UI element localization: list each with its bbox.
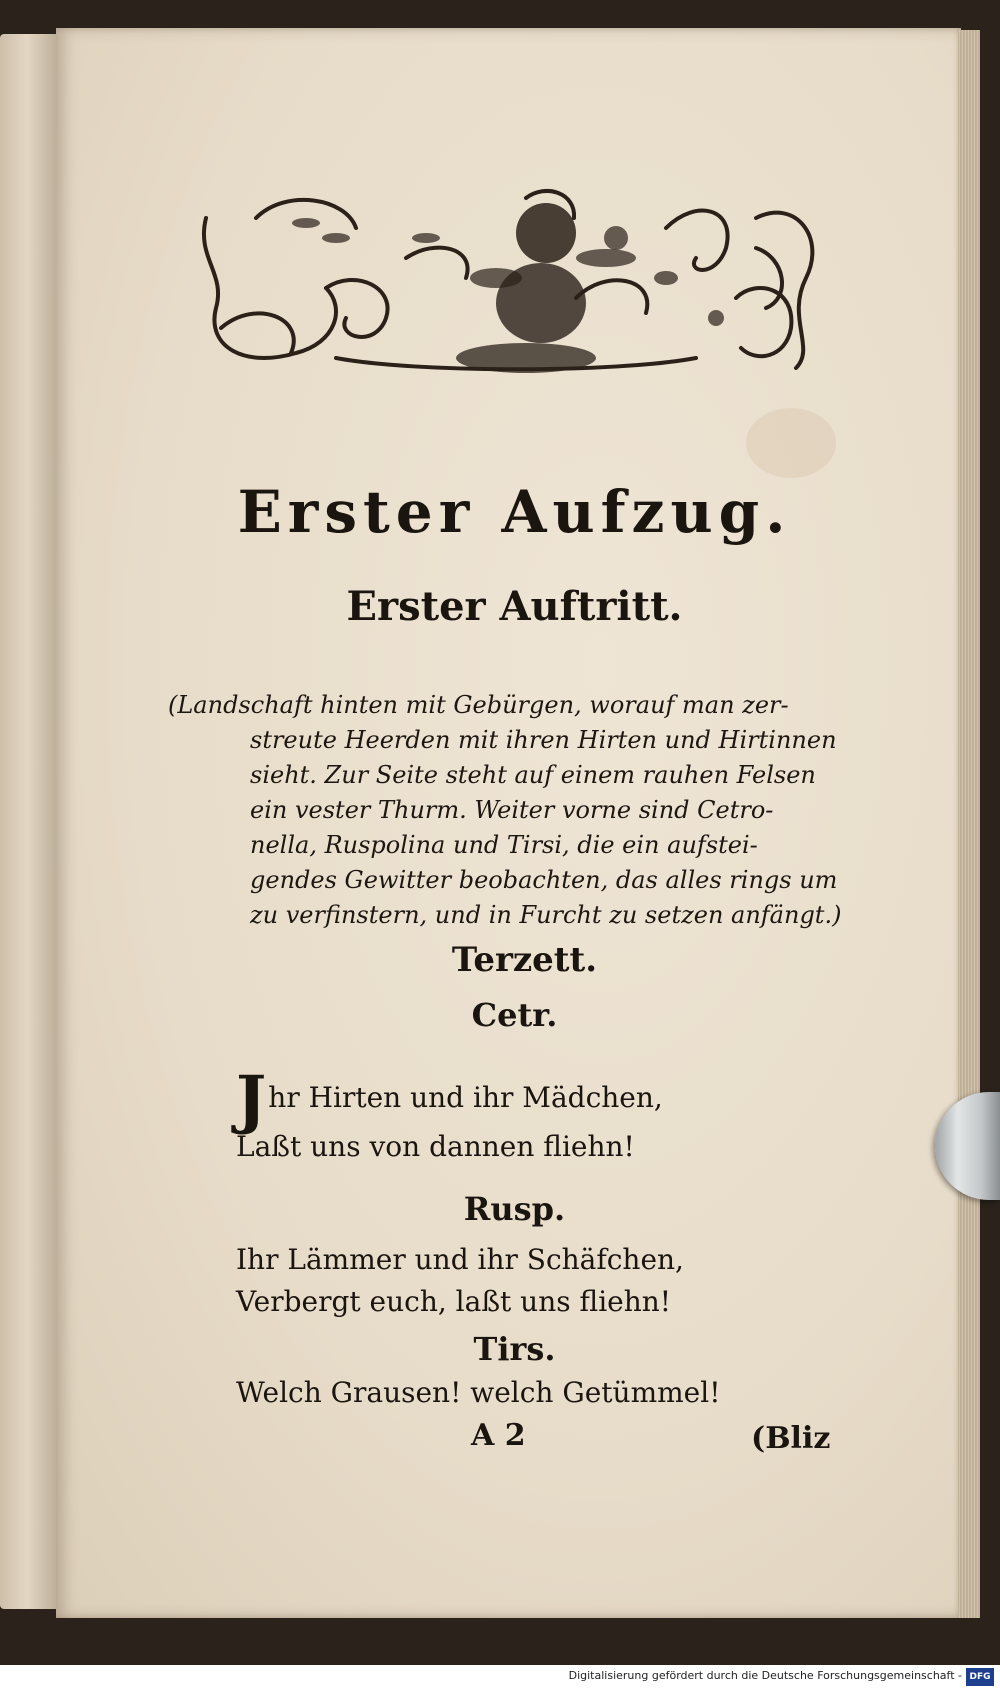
verse-line: Welch Grausen! welch Getümmel! — [236, 1376, 721, 1409]
verse-line: Verbergt euch, laßt uns fliehn! — [236, 1285, 672, 1318]
catchword: (Bliz — [751, 1421, 831, 1456]
verse-line: Laßt uns von dannen fliehn! — [236, 1130, 635, 1163]
signature-mark: A 2 — [471, 1418, 526, 1453]
book-page — [56, 28, 961, 1618]
dfg-logo: DFG — [966, 1668, 994, 1686]
footer-credit: Digitalisierung gefördert durch die Deutsche Forschungsgemeinschaft - — [568, 1669, 962, 1682]
left-page-edge — [0, 34, 60, 1609]
speaker-cetr: Cetr. — [471, 996, 558, 1034]
stage-direction — [168, 688, 842, 933]
stage-direction-line: sieht. Zur Seite steht auf einem rauhen Felsen — [250, 761, 816, 789]
act-title: Erster Aufzug. — [237, 478, 792, 546]
stage-direction-line: gendes Gewitter beobachten, das alles rings um — [250, 866, 838, 894]
stage-direction-line: streute Heerden mit ihren Hirten und Hirtinnen — [250, 726, 837, 754]
stage-direction-line: ein vester Thurm. Weiter vorne sind Cetro- — [250, 796, 774, 824]
paper-stain — [746, 408, 836, 478]
footer-bar — [0, 1665, 1000, 1692]
stage-direction-line: (Landschaft hinten mit Gebürgen, worauf man zer- — [168, 691, 789, 719]
verse-text: hr Hirten und ihr Mädchen, — [268, 1081, 663, 1114]
speaker-tirs: Tirs. — [473, 1330, 556, 1368]
verse-line: Ihr Lämmer und ihr Schäfchen, — [236, 1243, 684, 1276]
stage-direction-line: zu verfinstern, und in Furcht zu setzen anfängt.) — [250, 901, 842, 929]
verse-line — [236, 1062, 663, 1137]
drop-cap: J — [236, 1062, 267, 1137]
right-page-edges — [958, 30, 980, 1618]
scene-title: Erster Auftritt. — [346, 583, 683, 630]
speaker-rusp: Rusp. — [463, 1190, 566, 1228]
stage-direction-line: nella, Ruspolina und Tirsi, die ein aufstei- — [250, 831, 758, 859]
title-vignette-ornament — [196, 178, 826, 388]
section-label-terzett: Terzett. — [451, 940, 598, 980]
